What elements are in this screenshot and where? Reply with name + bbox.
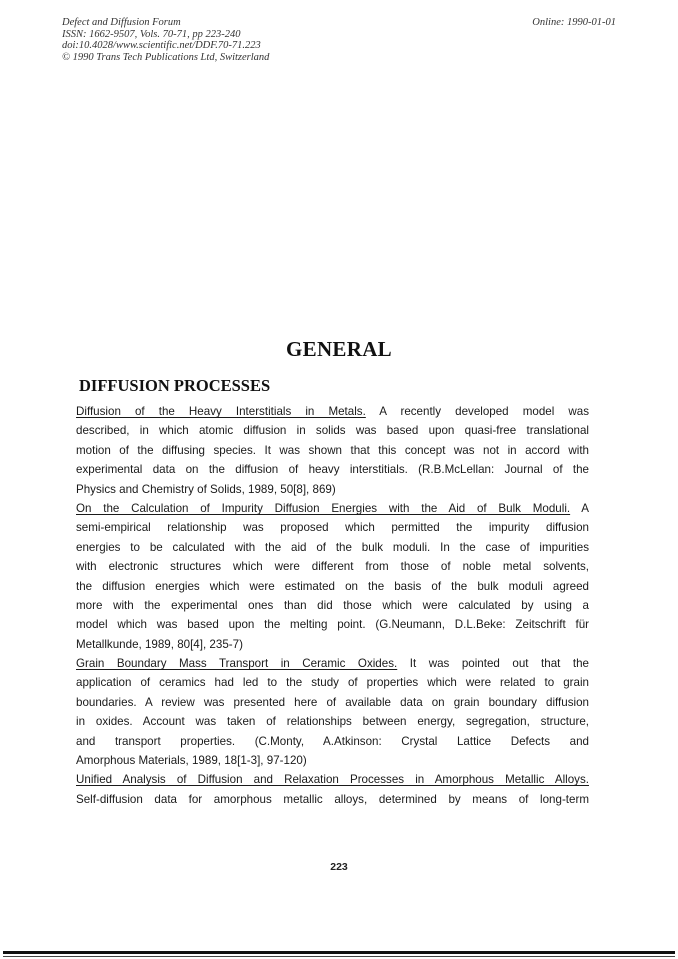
abstract-3-line: and transport properties. (C.Monty, A.Atkinson: Crystal Lattice Defects and	[76, 734, 589, 748]
abstracts-body	[76, 402, 589, 809]
footer-rule-thick	[3, 951, 675, 954]
copyright-line: © 1990 Trans Tech Publications Ltd, Switzerland	[62, 51, 270, 63]
abstract-3-title: Grain Boundary Mass Transport in Ceramic Oxides.	[76, 657, 398, 671]
abstract-2-line: more with the experimental ones than did those which were calculated by using a	[76, 598, 589, 612]
abstract-1-title: Diffusion of the Heavy Interstitials in Metals.	[76, 405, 366, 418]
abstract-1-line: described, in which atomic diffusion in solids was based upon quasi-free translational	[76, 424, 589, 438]
abstract-2-line: semi-empirical relationship was proposed which permitted the impurity diffusion	[76, 521, 589, 535]
abstract-1-first-line	[76, 402, 589, 421]
abstract-3-first-line	[76, 654, 589, 673]
abstract-2-line: Metallkunde, 1989, 80[4], 235-7)	[76, 637, 243, 651]
abstract-1-line: motion of the diffusing species. It was shown that this concept was not in accord with	[76, 443, 589, 457]
abstract-2-line: energies to be calculated with the aid of the bulk moduli. In the case of impurities	[76, 540, 589, 554]
subsection-title: DIFFUSION PROCESSES	[79, 376, 271, 395]
journal-name: Defect and Diffusion Forum	[62, 17, 181, 28]
online-date: Online: 1990-01-01	[532, 17, 616, 28]
doi-line[interactable]: doi:10.4028/www.scientific.net/DDF.70-71.223	[62, 40, 261, 52]
abstract-1-line: experimental data on the diffusion of heavy interstitials. (R.B.McLellan: Journal of the	[76, 463, 589, 477]
abstract-3-line: Amorphous Materials, 1989, 18[1-3], 97-120)	[76, 754, 307, 768]
abstract-2-lead: A	[581, 501, 589, 515]
abstract-3-lead: It was pointed out that the	[409, 657, 589, 671]
abstract-4-line: Self-diffusion data for amorphous metallic alloys, determined by means of long-term	[76, 792, 589, 806]
abstract-2-line: model which was based upon the melting point. (G.Neumann, D.L.Beke: Zeitschrift für	[76, 618, 589, 632]
journal-header	[62, 17, 269, 63]
issn-line: ISSN: 1662-9507, Vols. 70-71, pp 223-240	[62, 28, 241, 40]
abstract-2-line: with electronic structures which were different from those of noble metal solvents,	[76, 560, 589, 574]
abstract-2-line: the diffusion energies which were estimated on the basis of the bulk moduli agreed	[76, 579, 589, 593]
abstract-3-line: in oxides. Account was taken of relationships between energy, segregation, structure,	[76, 715, 589, 729]
abstract-3-line: application of ceramics had led to the study of properties which were related to grain	[76, 676, 589, 690]
abstract-3-line: boundaries. A review was presented here of available data on grain boundary diffusion	[76, 695, 589, 709]
abstract-1-line: Physics and Chemistry of Solids, 1989, 50[8], 869)	[76, 482, 336, 496]
abstract-1-lead: A recently developed model was	[379, 405, 589, 418]
section-title: GENERAL	[286, 337, 392, 361]
abstract-2-first-line	[76, 499, 589, 518]
abstract-4-first-line	[76, 770, 589, 789]
abstract-4-title: Unified Analysis of Diffusion and Relaxation Processes in Amorphous Metallic Alloys.	[76, 773, 589, 787]
abstract-2-title: On the Calculation of Impurity Diffusion Energies with the Aid of Bulk Moduli.	[76, 501, 571, 515]
footer-rule-thin	[3, 956, 675, 957]
page-number: 223	[330, 861, 348, 873]
